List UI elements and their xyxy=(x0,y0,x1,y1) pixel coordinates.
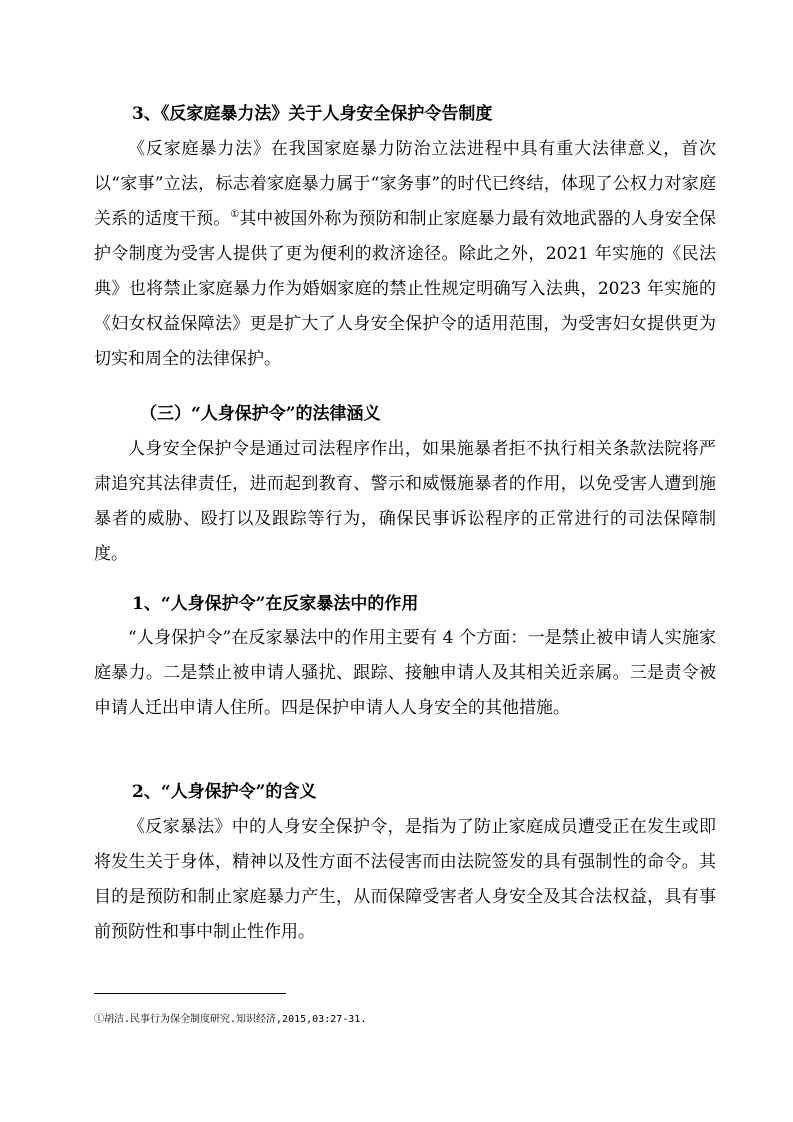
paragraph-role: “人身保护令”在反家暴法中的作用主要有 4 个方面：一是禁止被申请人实施家庭暴力。二是禁止被申请人骚扰、跟踪、接触申请人及其相关近亲属。三是责令被申请人迁出申请人住所。四是保护申请人人身安全的其他措施。 xyxy=(94,628,716,718)
footnote-divider xyxy=(94,993,286,994)
section-heading-3: 3、《反家庭暴力法》关于人身安全保护令告制度 xyxy=(132,104,493,124)
paragraph-text: 其中被国外称为预防和制止家庭暴力最有效地武器的人身安全保护令制度为受害人提供了更为便利的救济途径。除此之外，2021 年实施的《民法典》也将禁止家庭暴力作为婚姻家庭的禁止性规定明确写入法典，2023 年实施的《妇女权益保障法》更是扩大了人身安全保护令的适用范围，为受害妇女提供更为切实和周全的法律保护。 xyxy=(94,209,717,369)
section-heading-legal-meaning: （三）“人身保护令”的法律涵义 xyxy=(140,404,381,424)
paragraph-text: 《反家庭暴力法》在我国家庭暴力防治立法进程中具有重大法律意义，首次以“家事”立法，标志着家庭暴力属于“家务事”的时代已终结，体现了公权力对家庭关系的适度干预。 xyxy=(94,139,716,229)
paragraph-protection-order-definition: 人身安全保护令是通过司法程序作出，如果施暴者拒不执行相关条款法院将严肃追究其法律责任，进而起到教育、警示和威慑施暴者的作用，以免受害人遭到施暴者的威胁、殴打以及跟踪等行为，确保民事诉讼程序的正常进行的司法保障制度。 xyxy=(94,439,716,564)
section-heading-meaning: 2、“人身保护令”的含义 xyxy=(132,782,317,802)
footnote: ①胡洁.民事行为保全制度研究.知识经济,2015,03:27-31. xyxy=(94,1014,367,1025)
paragraph-anti-dv-law xyxy=(94,132,716,377)
footnote-reference[interactable]: ① xyxy=(230,209,240,220)
section-heading-role: 1、“人身保护令”在反家暴法中的作用 xyxy=(132,594,419,614)
paragraph-meaning: 《反家暴法》中的人身安全保护令，是指为了防止家庭成员遭受正在发生或即将发生关于身体，精神以及性方面不法侵害而由法院签发的具有强制性的命令。其目的是预防和制止家庭暴力产生，从而保障受害者人身安全及其合法权益，具有事前预防性和事中制止性作用。 xyxy=(94,817,716,942)
